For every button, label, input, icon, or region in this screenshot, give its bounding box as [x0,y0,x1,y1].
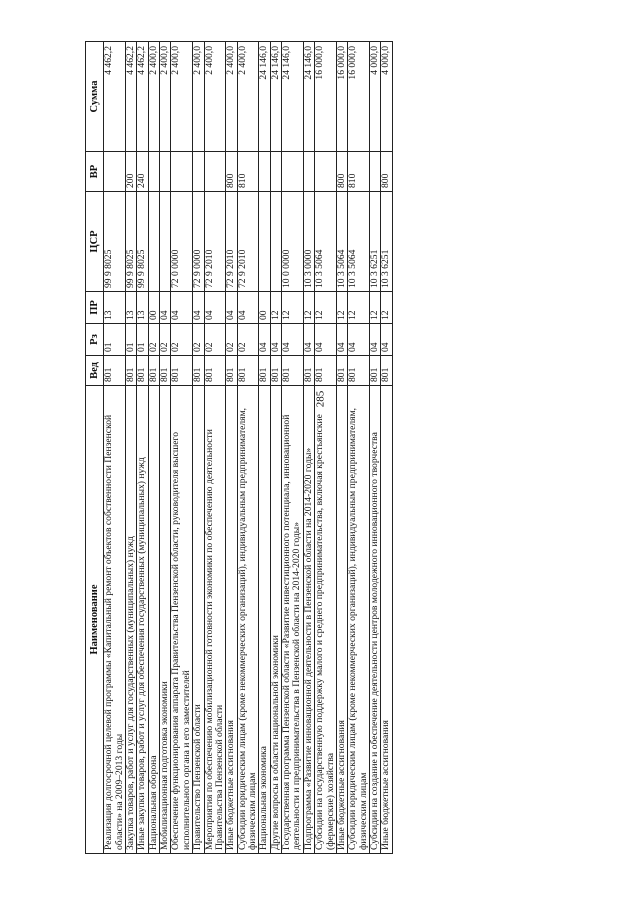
row-vr-cell [282,152,304,192]
row-vr-cell: 800 [381,152,392,192]
row-vr-cell: 800 [226,152,237,192]
row-rz-cell: 01 [137,324,148,356]
row-pr-cell: 12 [282,292,304,324]
row-sum-cell: 24 146,0 [282,42,304,152]
row-csr-cell [160,192,171,292]
row-pr-cell: 04 [204,292,226,324]
row-name-cell: Мероприятия по обеспечению мобилизационной готовности экономики по обеспечению деятельности Правительства Пензенской области [204,386,226,854]
row-csr-cell: 72 9 2010 [226,192,237,292]
table-row [303,42,314,854]
row-sum-cell: 16 000,0 [336,42,347,152]
row-csr-cell: 10 3 6251 [381,192,392,292]
table-row [104,42,126,854]
row-pr-cell: 04 [160,292,171,324]
row-vr-cell [160,152,171,192]
row-rz-cell: 04 [348,324,370,356]
row-pr-cell: 12 [336,292,347,324]
table-row [226,42,237,854]
table-row [204,42,226,854]
budget-table [85,41,393,854]
header-name: Наименование [86,386,104,854]
row-ved-cell: 801 [282,356,304,386]
row-ved-cell: 801 [315,356,337,386]
table-row [137,42,148,854]
row-vr-cell [259,152,270,192]
row-rz-cell: 01 [126,324,137,356]
table-row [381,42,392,854]
table-row [282,42,304,854]
row-pr-cell: 00 [259,292,270,324]
row-rz-cell: 04 [303,324,314,356]
row-sum-cell: 2 400,0 [193,42,204,152]
row-csr-cell: 99 9 8025 [104,192,126,292]
row-ved-cell: 801 [303,356,314,386]
row-ved-cell: 801 [348,356,370,386]
row-sum-cell: 16 000,0 [348,42,370,152]
row-pr-cell: 04 [226,292,237,324]
row-pr-cell: 00 [148,292,159,324]
row-rz-cell: 04 [270,324,281,356]
row-pr-cell: 13 [137,292,148,324]
table-body [104,42,392,854]
row-vr-cell [104,152,126,192]
row-rz-cell: 02 [171,324,193,356]
row-name-cell: Иные бюджетные ассигнования [381,386,392,854]
row-sum-cell: 2 400,0 [204,42,226,152]
row-ved-cell: 801 [104,356,126,386]
row-ved-cell: 801 [126,356,137,386]
row-name-cell: Субсидии юридическим лицам (кроме некоммерческих организаций), индивидуальным предпринимателям, физическим лицам [348,386,370,854]
table-header [86,42,104,854]
row-csr-cell: 99 9 8025 [126,192,137,292]
row-vr-cell: 810 [237,152,259,192]
row-csr-cell: 10 3 5064 [336,192,347,292]
row-vr-cell [369,152,380,192]
row-sum-cell: 4 462,2 [137,42,148,152]
row-rz-cell: 04 [336,324,347,356]
table-row [171,42,193,854]
row-rz-cell: 02 [193,324,204,356]
row-vr-cell [193,152,204,192]
table-row [259,42,270,854]
row-ved-cell: 801 [171,356,193,386]
row-csr-cell: 72 9 0000 [193,192,204,292]
row-ved-cell: 801 [369,356,380,386]
row-csr-cell: 72 9 2010 [204,192,226,292]
table-row [160,42,171,854]
row-vr-cell [204,152,226,192]
table-row [336,42,347,854]
row-vr-cell [303,152,314,192]
row-csr-cell: 72 0 0000 [171,192,193,292]
row-name-cell: Реализация долгосрочной целевой программы «Капитальный ремонт объектов собственности Пензенской области» на 2009–2013 годы [104,386,126,854]
row-pr-cell: 12 [303,292,314,324]
row-name-cell: Другие вопросы в области национальной экономики [270,386,281,854]
row-rz-cell: 02 [204,324,226,356]
row-vr-cell: 800 [336,152,347,192]
row-sum-cell: 16 000,0 [315,42,337,152]
table-row [348,42,370,854]
rotated-table-container [85,42,539,854]
row-sum-cell: 24 146,0 [303,42,314,152]
row-ved-cell: 801 [226,356,237,386]
table-row [270,42,281,854]
row-pr-cell: 13 [104,292,126,324]
row-name-cell: Подпрограмма «Развитие инновационной деятельности в Пензенской области на 2014-2020 годы» [303,386,314,854]
row-sum-cell: 2 400,0 [171,42,193,152]
row-rz-cell: 02 [148,324,159,356]
row-vr-cell: 200 [126,152,137,192]
row-vr-cell: 240 [137,152,148,192]
row-csr-cell: 10 3 5064 [315,192,337,292]
row-sum-cell: 2 400,0 [148,42,159,152]
row-pr-cell: 12 [381,292,392,324]
row-rz-cell: 04 [369,324,380,356]
row-pr-cell: 12 [348,292,370,324]
row-vr-cell [171,152,193,192]
row-sum-cell: 4 462,2 [126,42,137,152]
row-csr-cell: 10 3 6251 [369,192,380,292]
row-pr-cell: 12 [270,292,281,324]
table-row [126,42,137,854]
row-name-cell: Закупка товаров, работ и услуг для государственных (муниципальных) нужд [126,386,137,854]
row-name-cell: Мобилизационная подготовка экономики [160,386,171,854]
page-number: 285 [314,390,326,408]
row-csr-cell: 10 0 0000 [282,192,304,292]
row-name-cell: Обеспечение функционирования аппарата Правительства Пензенской области, руководителя высшего исполнительного органа и его заместителей [171,386,193,854]
header-row [86,42,104,854]
table-row [369,42,380,854]
table-row [148,42,159,854]
row-name-cell: Субсидии юридическим лицам (кроме некоммерческих организаций), индивидуальным предпринимателям, физическим лицам [237,386,259,854]
row-ved-cell: 801 [137,356,148,386]
header-sum: Сумма [86,42,104,152]
header-ved: Вед [86,356,104,386]
row-name-cell: Иные бюджетные ассигнования [336,386,347,854]
row-name-cell: Иные бюджетные ассигнования [226,386,237,854]
header-vr: ВР [86,152,104,192]
header-csr: ЦСР [86,192,104,292]
row-name-cell: Национальная экономика [259,386,270,854]
row-rz-cell: 04 [259,324,270,356]
row-rz-cell: 02 [226,324,237,356]
row-sum-cell: 4 462,2 [104,42,126,152]
row-ved-cell: 801 [381,356,392,386]
row-pr-cell: 04 [171,292,193,324]
row-sum-cell: 2 400,0 [226,42,237,152]
row-sum-cell: 24 146,0 [270,42,281,152]
header-pr: ПР [86,292,104,324]
row-rz-cell: 04 [282,324,304,356]
row-pr-cell: 12 [315,292,337,324]
row-rz-cell: 02 [160,324,171,356]
row-pr-cell: 12 [369,292,380,324]
row-sum-cell: 2 400,0 [237,42,259,152]
row-vr-cell: 810 [348,152,370,192]
row-csr-cell: 10 3 5064 [348,192,370,292]
row-csr-cell [148,192,159,292]
row-pr-cell: 13 [126,292,137,324]
row-name-cell: Субсидии на государственную поддержку малого и среднего предпринимательства, включая крестьянские (фермерские) хозяйства [315,386,337,854]
row-name-cell: Государственная программа Пензенской области «Развитие инвестиционного потенциала, инновационной деятельности и предпринимательства в Пензенской области на 2014-2020 годы» [282,386,304,854]
row-ved-cell: 801 [336,356,347,386]
row-sum-cell: 2 400,0 [160,42,171,152]
row-ved-cell: 801 [237,356,259,386]
row-sum-cell: 24 146,0 [259,42,270,152]
row-name-cell: Национальная оборона [148,386,159,854]
row-vr-cell [148,152,159,192]
table-row [237,42,259,854]
row-pr-cell: 04 [193,292,204,324]
row-name-cell: Субсидии на создание и обеспечение деятельности центров молодежного инновационного творчества [369,386,380,854]
table-row [193,42,204,854]
row-rz-cell: 04 [315,324,337,356]
table-row [315,42,337,854]
row-csr-cell: 72 9 2010 [237,192,259,292]
row-ved-cell: 801 [270,356,281,386]
row-ved-cell: 801 [160,356,171,386]
row-ved-cell: 801 [193,356,204,386]
row-csr-cell: 99 9 8025 [137,192,148,292]
row-sum-cell: 4 000,0 [369,42,380,152]
header-rz: Рз [86,324,104,356]
row-csr-cell [259,192,270,292]
row-vr-cell [270,152,281,192]
row-ved-cell: 801 [259,356,270,386]
row-name-cell: Иные закупки товаров, работ и услуг для обеспечения государственных (муниципальных) нужд [137,386,148,854]
row-rz-cell: 02 [237,324,259,356]
row-rz-cell: 04 [381,324,392,356]
row-vr-cell [315,152,337,192]
row-sum-cell: 4 000,0 [381,42,392,152]
row-pr-cell: 04 [237,292,259,324]
row-csr-cell: 10 3 0000 [303,192,314,292]
row-ved-cell: 801 [148,356,159,386]
row-rz-cell: 01 [104,324,126,356]
row-name-cell: Правительство Пензенской области [193,386,204,854]
row-csr-cell [270,192,281,292]
row-ved-cell: 801 [204,356,226,386]
